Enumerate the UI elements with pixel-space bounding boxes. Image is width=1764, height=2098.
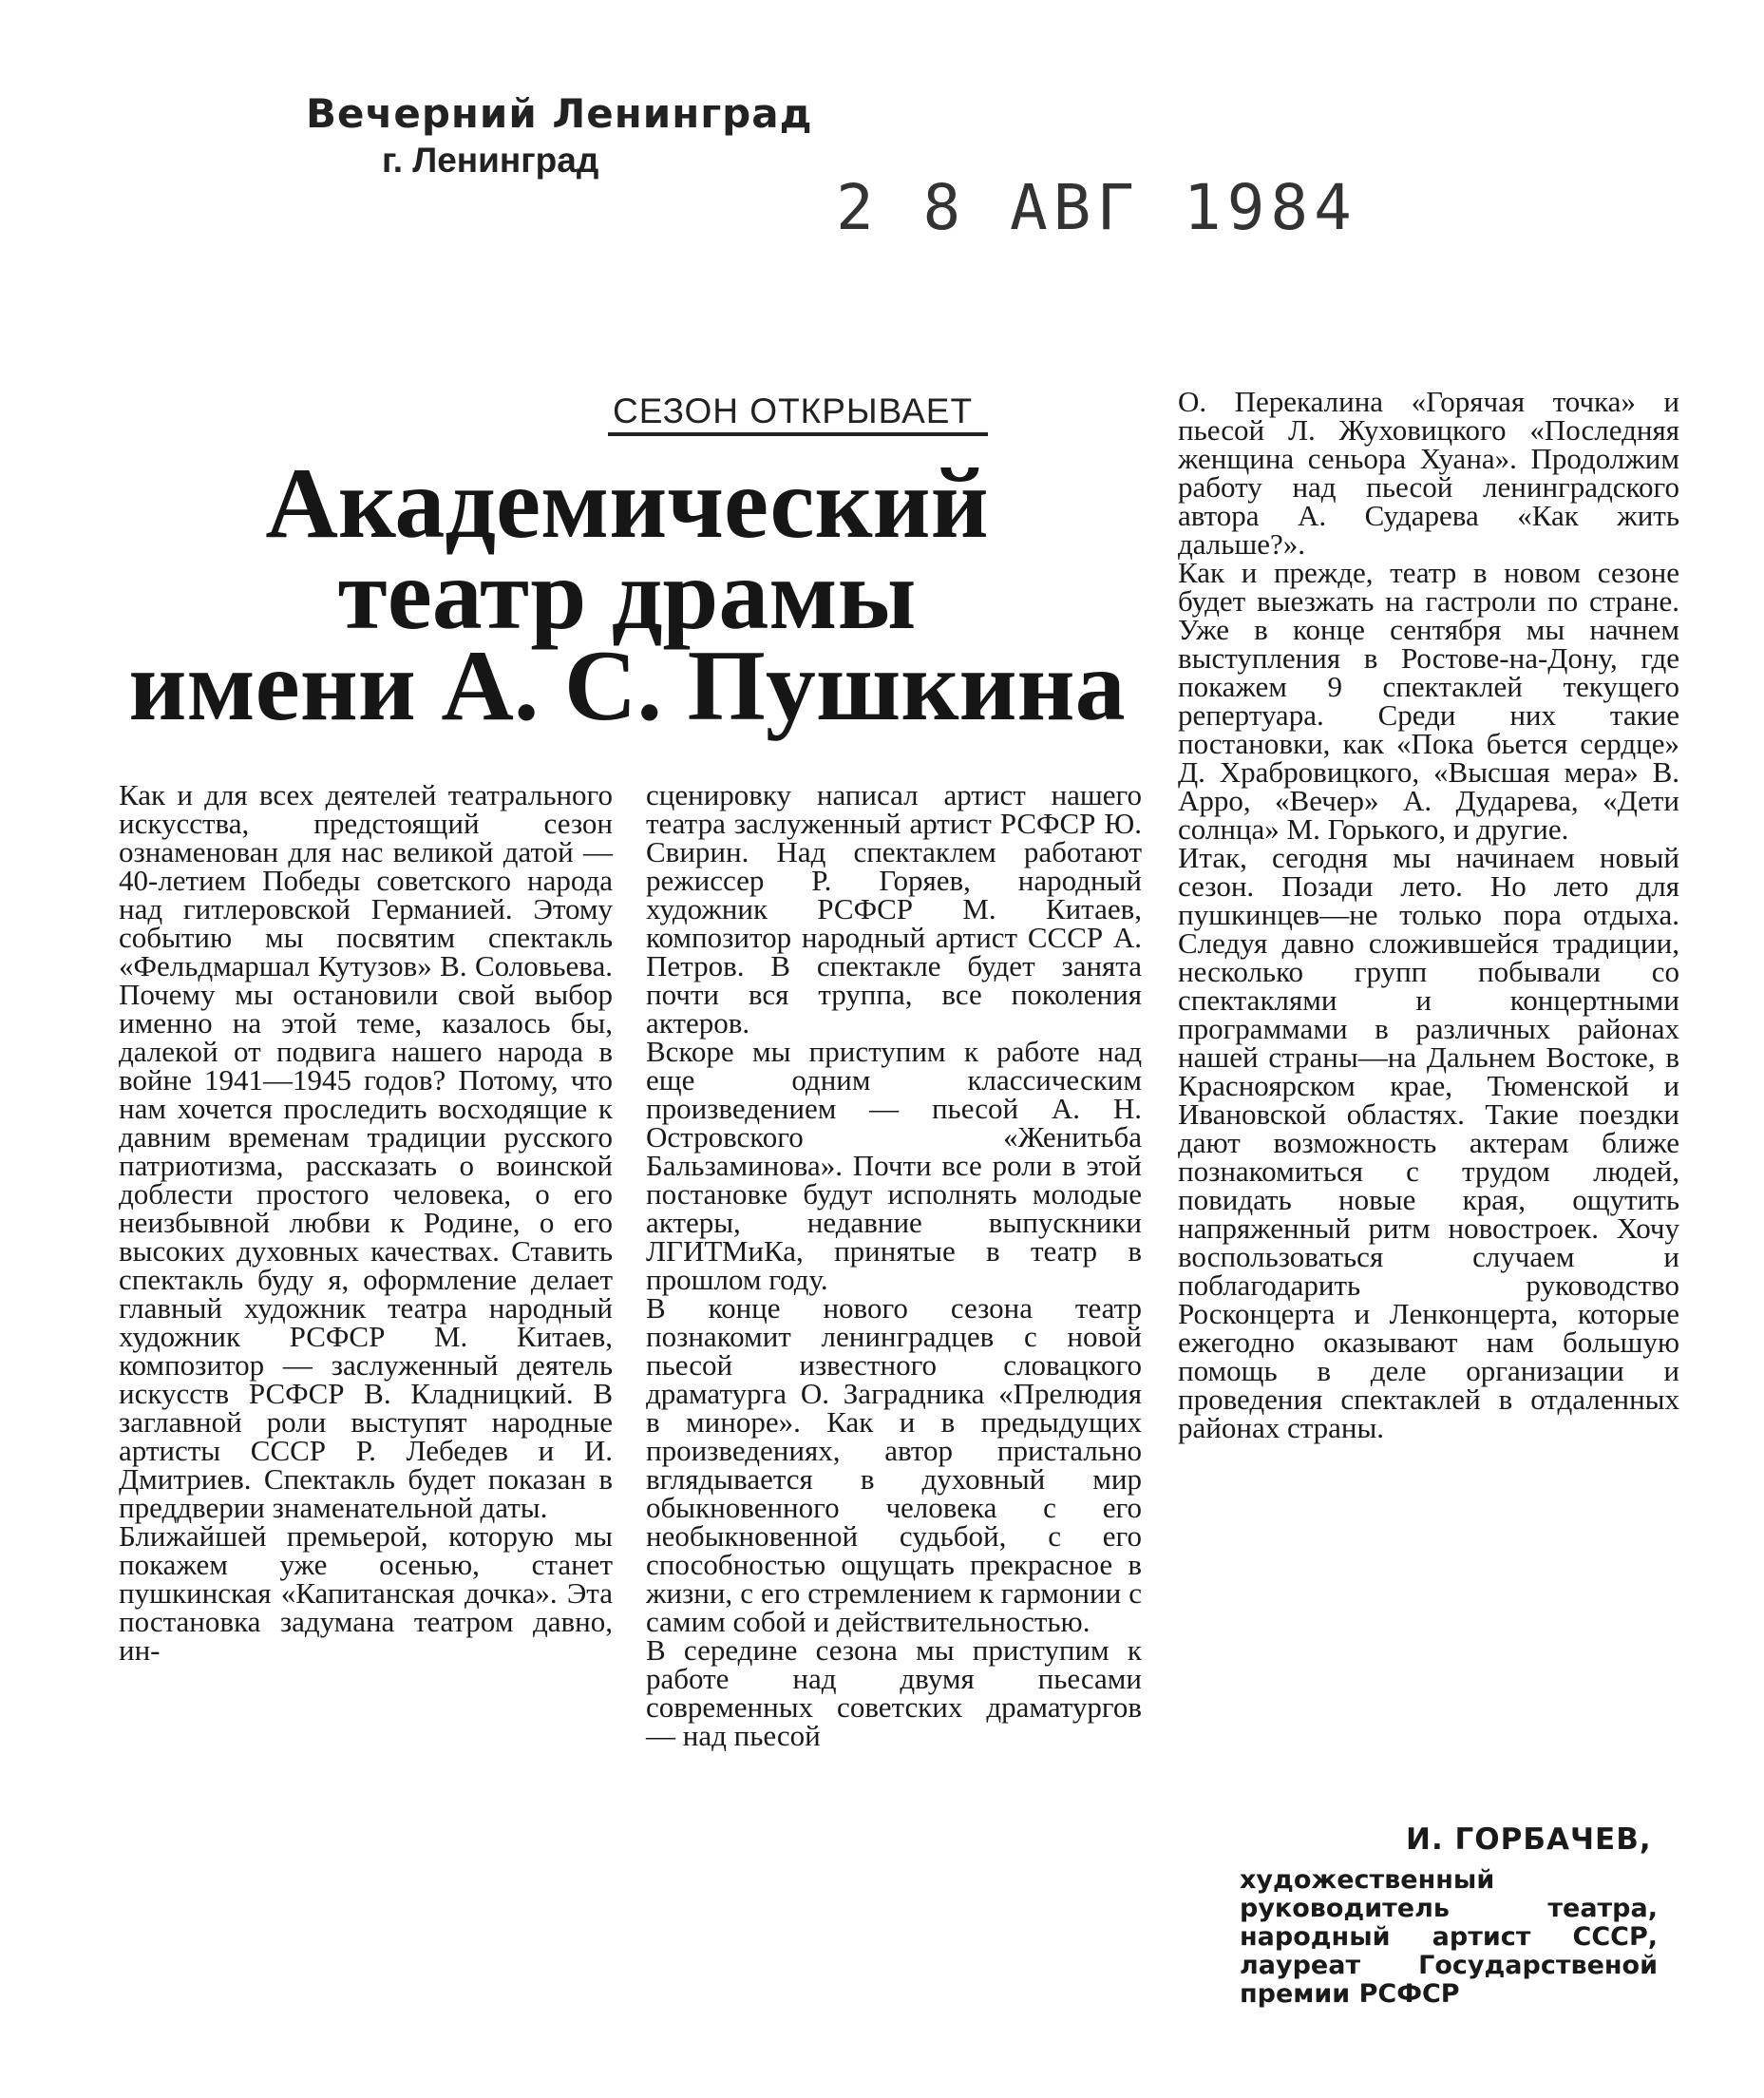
headline-line-1: Академический — [265, 448, 989, 559]
author-title: художественный руководитель театра, народный артист СССР, лауреат Государственой премии РСФСР — [1240, 1865, 1658, 2009]
author-name: И. ГОРБАЧЕВ, — [1406, 1822, 1652, 1857]
rubric-underline — [608, 432, 988, 436]
headline-line-3: имени А. С. Пушкина — [128, 630, 1126, 741]
newspaper-stamp-city: г. Ленинград — [382, 141, 599, 180]
article-column-2: сценировку написал артист нашего театра заслуженный артист РСФСР Ю. Свирин. Над спектаклем работают режиссер Р. Горяев, народный художник РСФСР М. Китаев, композитор народный артист СССР А. Петров. В спектакле будет занята почти вся труппа, все поколения актеров. Вскоре мы приступим к работе над еще одним классическим произведением — пьесой А. Н. Островского «Женитьба Бальзаминова». Почти все роли в этой постановке будут исполнять молодые актеры, недавние выпускники ЛГИТМиКа, принятые в театр в прошлом году. В конце нового сезона театр познакомит ленинградцев с новой пьесой известного словацкого драматурга О. Заградника «Прелюдия в миноре». Как и в предыдущих произведениях, автор пристально вглядывается в духовный мир обыкновенного человека с его необыкновенной судьбой, с его способностью ощущать прекрасное в жизни, с его стремлением к гармонии с самим собой и действительностью. В середине сезона мы приступим к работе над двумя пьесами современных советских драматургов — над пьесой — [646, 778, 1142, 1752]
rubric-heading: СЕЗОН ОТКРЫВАЕТ — [613, 391, 974, 430]
clipping-date-stamp: 2 8 АВГ 1984 — [836, 171, 1357, 244]
newspaper-stamp-name: Вечерний Ленинград — [306, 90, 813, 137]
article-headline — [114, 448, 1140, 741]
article-column-1: Как и для всех деятелей театрального искусства, предстоящий сезон ознаменован для нас великой датой — 40-летием Победы советского народа над гитлеровской Германией. Этому событию мы посвятим спектакль «Фельдмаршал Кутузов» В. Соловьева. Почему мы остановили свой выбор именно на этой теме, казалось бы, далекой от подвига нашего народа в войне 1941—1945 годов? Потому, что нам хочется проследить восходящие к давним временам традиции русского патриотизма, рассказать о воинской доблести простого человека, о его неизбывной любви к Родине, о его высоких духовных качествах. Ставить спектакль буду я, оформление делает главный художник театра народный художник РСФСР М. Китаев, композитор — заслуженный деятель искусств РСФСР В. Кладницкий. В заглавной роли выступят народные артисты СССР Р. Лебедев и И. Дмитриев. Спектакль будет показан в преддверии знаменательной даты. Ближайшей премьерой, которую мы покажем уже осенью, станет пушкинская «Капитанская дочка». Эта постановка задумана театром давно, ин- — [119, 778, 613, 1667]
headline-line-2: театр драмы — [337, 539, 917, 650]
article-column-3: О. Перекалина «Горячая точка» и пьесой Л. Жуховицкого «Последняя женщина сеньора Хуана». Продолжим работу над пьесой ленинградского автора А. Сударева «Как жить дальше?». Как и прежде, театр в новом сезоне будет выезжать на гастроли по стране. Уже в конце сентября мы начнем выступления в Ростове-на-Дону, где покажем 9 спектаклей текущего репертуара. Среди них такие постановки, как «Пока бьется сердце» Д. Храбровицкого, «Высшая мера» В. Арро, «Вечер» А. Дударева, «Дети солнца» М. Горького, и другие. Итак, сегодня мы начинаем новый сезон. Позади лето. Но лето для пушкинцев—не только пора отдыха. Следуя давно сложившейся традиции, несколько групп побывали со спектаклями и концертными программами в различных районах нашей страны—на Дальнем Востоке, в Красноярском крае, Тюменской и Ивановской областях. Такие поездки дают возможность актерам ближе познакомиться с трудом людей, повидать новые края, ощутить напряженный ритм новостроек. Хочу воспользоваться случаем и поблагодарить руководство Росконцерта и Ленконцерта, которые ежегодно оказывают нам большую помощь в деле организации и проведения спектаклей в отдаленных районах страны. — [1178, 385, 1679, 1444]
